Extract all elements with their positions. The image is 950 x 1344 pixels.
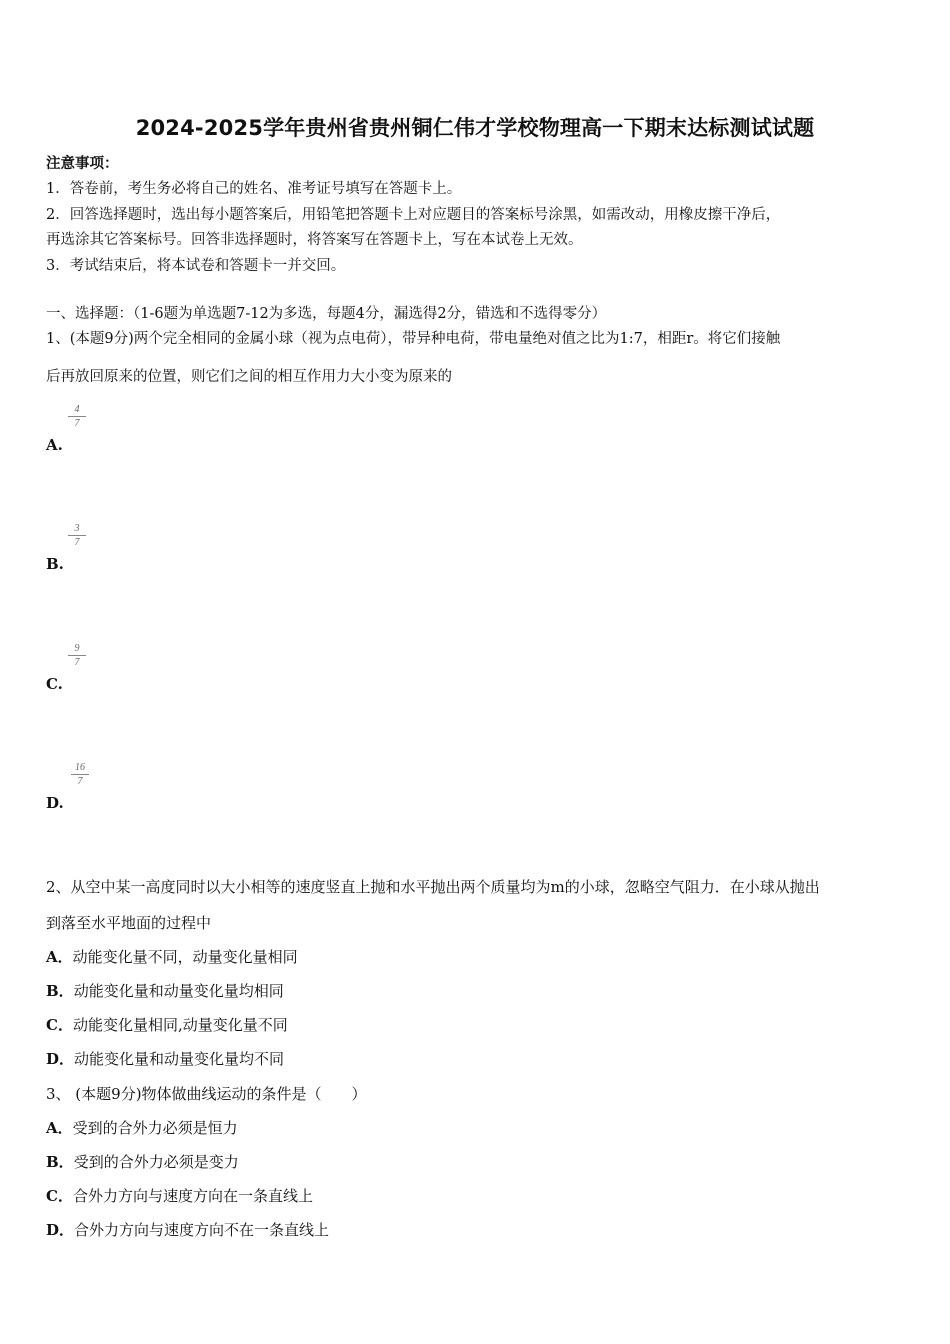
option-label: C. xyxy=(46,675,63,693)
option-row xyxy=(46,1151,239,1172)
fraction-image xyxy=(71,762,89,787)
option-label: A． xyxy=(46,1119,73,1137)
option-label: C． xyxy=(46,1016,73,1034)
question-text: 后再放回原来的位置，则它们之间的相互作用力大小变为原来的 xyxy=(46,369,452,385)
option-row xyxy=(46,1048,284,1069)
option-label: C． xyxy=(46,1187,73,1205)
option-text: 合外力方向与速度方向在一条直线上 xyxy=(72,1187,313,1205)
option-text: 动能变化量和动量变化量均相同 xyxy=(73,982,284,1000)
notice-item: 再选涂其它答案标号。回答非选择题时，将答案写在答题卡上，写在本试卷上无效。 xyxy=(46,232,583,248)
option-label: B． xyxy=(46,1153,74,1171)
notice-heading: 注意事项： xyxy=(46,155,119,172)
option-row xyxy=(46,946,298,967)
notice-item: 2．回答选择题时，选出每小题答案后，用铅笔把答题卡上对应题目的答案标号涂黑，如需改动，用橡皮擦干净后， xyxy=(46,207,781,223)
fraction-numerator: 16 xyxy=(75,762,85,773)
fraction-image xyxy=(68,643,86,668)
option-label: B. xyxy=(46,555,64,573)
option-label: B． xyxy=(46,982,74,1000)
fraction-denominator: 7 xyxy=(74,418,80,429)
fraction-numerator: 4 xyxy=(74,404,80,415)
option-row xyxy=(46,1219,329,1240)
option-text: 合外力方向与速度方向不在一条直线上 xyxy=(74,1221,330,1239)
notice-item: 1．答卷前，考生务必将自己的姓名、准考证号填写在答题卡上。 xyxy=(46,181,462,197)
option-text: 动能变化量不同，动量变化量相同 xyxy=(72,948,298,966)
notice-item: 3．考试结束后，将本试卷和答题卡一并交回。 xyxy=(46,258,346,274)
question-text: 到落至水平地面的过程中 xyxy=(46,914,212,932)
option-label: A． xyxy=(46,948,73,966)
option-text: 受到的合外力必须是恒力 xyxy=(72,1119,238,1137)
fraction-denominator: 7 xyxy=(74,657,80,668)
option-label: D. xyxy=(46,794,64,812)
fraction-image xyxy=(68,404,86,429)
fraction-numerator: 3 xyxy=(74,523,80,534)
option-row xyxy=(46,1185,313,1206)
fraction-numerator: 9 xyxy=(74,643,80,654)
question-text: 3、 (本题9分)物体做曲线运动的条件是（ ） xyxy=(46,1085,367,1103)
option-label: D． xyxy=(46,1221,75,1239)
option-row xyxy=(46,980,284,1001)
option-label: A. xyxy=(46,436,63,454)
option-text: 受到的合外力必须是变力 xyxy=(73,1153,239,1171)
question-text: 1、(本题9分)两个完全相同的金属小球（视为点电荷），带异种电荷，带电量绝对值之比为1:7，相距r。将它们接触 xyxy=(46,331,781,347)
question-text: 2、从空中某一高度同时以大小相等的速度竖直上抛和水平抛出两个质量均为m的小球，忽略空气阻力．在小球从抛出 xyxy=(46,878,820,896)
document-title: 2024-2025学年贵州省贵州铜仁伟才学校物理高一下期末达标测试试题 xyxy=(135,116,815,140)
fraction-denominator: 7 xyxy=(77,776,83,787)
option-row xyxy=(46,1117,238,1138)
fraction-denominator: 7 xyxy=(74,537,80,548)
option-text: 动能变化量和动量变化量均不同 xyxy=(74,1050,285,1068)
option-label: D． xyxy=(46,1050,75,1068)
option-text: 动能变化量相同,动量变化量不同 xyxy=(72,1016,288,1034)
section-heading: 一、选择题：（1-6题为单选题7-12为多选，每题4分，漏选得2分，错选和不选得零分） xyxy=(46,306,607,322)
fraction-image xyxy=(68,523,86,548)
option-row xyxy=(46,1014,288,1035)
